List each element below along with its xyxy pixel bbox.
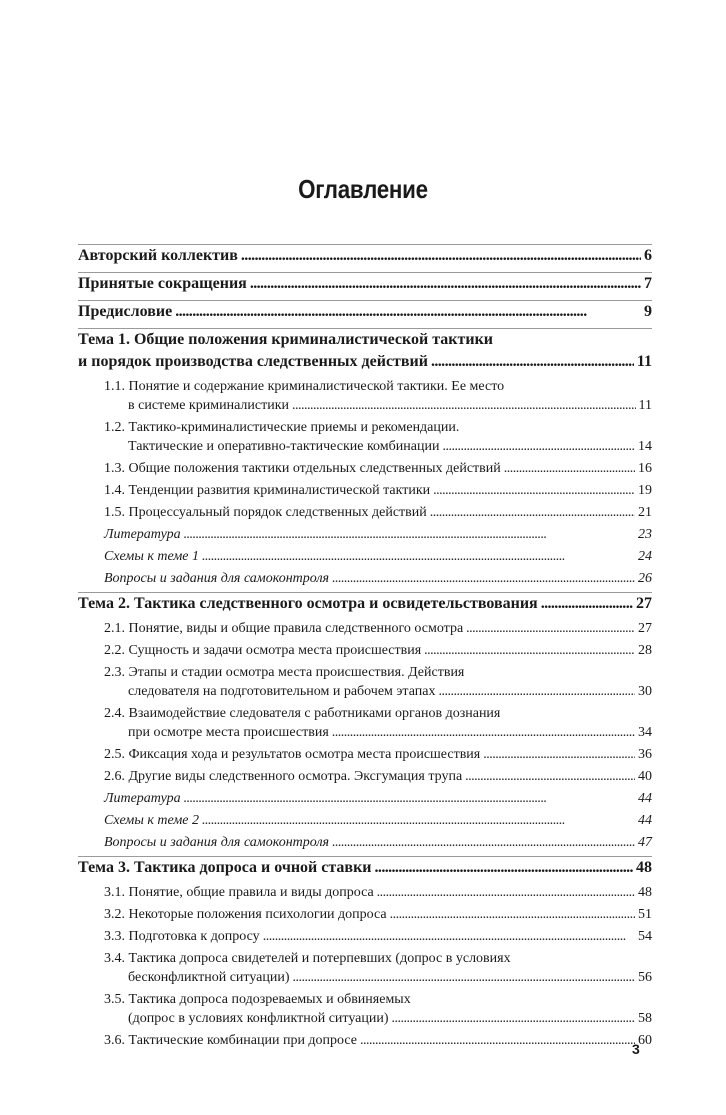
toc-entry-title: (допрос в условиях конфликтной ситуации): [128, 1011, 389, 1026]
dot-leader: [433, 483, 635, 499]
toc-subsection[interactable]: [78, 482, 652, 504]
toc-page-number: 48: [638, 885, 652, 900]
toc-entry-title: 1.5. Процессуальный порядок следственных действий: [104, 505, 427, 520]
dot-leader: [504, 461, 635, 477]
toc-page-number: 54: [638, 929, 652, 944]
dot-leader: [292, 398, 636, 414]
toc-entry-title: 3.1. Понятие, общие правила и виды допроса: [104, 885, 374, 900]
toc-subsection[interactable]: [78, 378, 652, 419]
toc-entry-title: 1.3. Общие положения тактики отдельных следственных действий: [104, 461, 501, 476]
toc-subsection[interactable]: [78, 884, 652, 906]
toc-subsection[interactable]: [78, 746, 652, 768]
dot-leader: [360, 1033, 635, 1049]
toc-section[interactable]: [78, 857, 652, 884]
dot-leader: [332, 571, 635, 587]
toc-entry-title: 3.6. Тактические комбинации при допросе: [104, 1033, 357, 1048]
toc-page-number: 47: [638, 835, 652, 850]
toc-subsection[interactable]: [78, 1032, 652, 1054]
dot-leader: [293, 970, 635, 986]
dot-leader: [431, 353, 634, 371]
toc-entry-title: Тактические и оперативно-тактические комбинации: [128, 439, 440, 454]
toc-page-number: 23: [638, 527, 652, 542]
toc-subsection[interactable]: [78, 790, 652, 812]
toc-entry-title: Вопросы и задания для самоконтроля: [104, 571, 330, 586]
toc-page-number: 7: [644, 275, 652, 292]
dot-leader: [332, 725, 635, 741]
toc-entry-title: Тема 1. Общие положения криминалистической тактики: [78, 331, 494, 348]
dot-leader: [483, 747, 635, 763]
dot-leader: [438, 684, 635, 700]
toc-entry-title: 2.3. Этапы и стадии осмотра места происшествия. Действия: [104, 665, 465, 680]
dot-leader: [184, 527, 635, 543]
toc-page-number: 11: [638, 398, 652, 413]
toc-subsection[interactable]: [78, 664, 652, 705]
toc-entry-title: в системе криминалистики: [128, 398, 290, 413]
dot-leader: [375, 859, 633, 877]
toc-subsection[interactable]: [78, 906, 652, 928]
toc-entry-title: Тема 2. Тактика следственного осмотра и освидетельствования: [78, 595, 538, 612]
toc-page-number: 9: [644, 303, 652, 320]
dot-leader: [466, 621, 635, 637]
dot-leader: [442, 439, 635, 455]
toc-entry-title: 2.4. Взаимодействие следователя с работниками органов дознания: [104, 706, 501, 721]
toc-section[interactable]: [78, 593, 652, 620]
toc-entry-title: Схемы к теме 2: [104, 813, 200, 828]
toc-page-number: 21: [638, 505, 652, 520]
toc-entry-title: и порядок производства следственных действий: [78, 353, 428, 370]
dot-leader: [430, 505, 635, 521]
dot-leader: [332, 835, 635, 851]
toc-entry-title: при осмотре места происшествия: [128, 725, 329, 740]
toc-entry-title: Авторский коллектив: [78, 247, 238, 264]
dot-leader: [541, 595, 633, 613]
toc-page-number: 27: [638, 621, 652, 636]
toc-entry-title: 2.5. Фиксация хода и результатов осмотра места происшествия: [104, 747, 481, 762]
toc-entry-title: Тема 3. Тактика допроса и очной ставки: [78, 859, 372, 876]
toc-page-number: 24: [638, 549, 652, 564]
toc-subsection[interactable]: [78, 460, 652, 482]
toc-subsection[interactable]: [78, 812, 652, 834]
toc-entry-title: Предисловие: [78, 303, 173, 320]
toc-page-number: 58: [638, 1011, 652, 1026]
toc-subsection[interactable]: [78, 526, 652, 548]
toc-subsection[interactable]: [78, 950, 652, 991]
toc-subsection[interactable]: [78, 419, 652, 460]
toc-page-number: 34: [638, 725, 652, 740]
toc-section[interactable]: [78, 245, 652, 272]
toc-entry-title: следователя на подготовительном и рабочем этапах: [128, 684, 436, 699]
dot-leader: [184, 791, 635, 807]
toc-entry-title: 2.2. Сущность и задачи осмотра места происшествия: [104, 643, 422, 658]
toc-entry-title: Вопросы и задания для самоконтроля: [104, 835, 330, 850]
toc-entry-title: 2.6. Другие виды следственного осмотра. Эксгумация трупа: [104, 769, 463, 784]
toc-page-number: 44: [638, 791, 652, 806]
toc-entry-title: 1.1. Понятие и содержание криминалистической тактики. Ее место: [104, 379, 505, 394]
toc-subsection[interactable]: [78, 504, 652, 526]
toc-page-number: 56: [638, 970, 652, 985]
dot-leader: [202, 813, 635, 829]
toc-page-number: 30: [638, 684, 652, 699]
toc-page-number: 60: [638, 1033, 652, 1048]
toc-page-number: 44: [638, 813, 652, 828]
dot-leader: [424, 643, 635, 659]
dot-leader: [392, 1011, 635, 1027]
dot-leader: [390, 907, 635, 923]
page-title: Оглавление: [298, 174, 428, 204]
toc-page-number: 51: [638, 907, 652, 922]
table-of-contents: [78, 244, 652, 1054]
toc-entry-title: Литература: [104, 527, 181, 542]
dot-leader: [250, 275, 641, 293]
toc-subsection[interactable]: [78, 705, 652, 746]
toc-subsection[interactable]: [78, 642, 652, 664]
page-number: 3: [632, 1041, 640, 1057]
toc-page-number: 27: [636, 595, 652, 612]
toc-page-number: 19: [638, 483, 652, 498]
toc-entry-title: 1.4. Тенденции развития криминалистической тактики: [104, 483, 431, 498]
toc-entry-title: 1.2. Тактико-криминалистические приемы и рекомендации.: [104, 420, 460, 435]
toc-section[interactable]: [78, 329, 652, 378]
dot-leader: [263, 929, 635, 945]
toc-page-number: 28: [638, 643, 652, 658]
toc-page-number: 14: [638, 439, 652, 454]
toc-subsection[interactable]: [78, 991, 652, 1032]
dot-leader: [241, 247, 641, 265]
toc-section[interactable]: [78, 273, 652, 300]
toc-entry-title: Литература: [104, 791, 181, 806]
toc-section[interactable]: [78, 301, 652, 328]
toc-page-number: 40: [638, 769, 652, 784]
toc-page-number: 6: [644, 247, 652, 264]
toc-entry-title: 3.2. Некоторые положения психологии допроса: [104, 907, 387, 922]
toc-page-number: 36: [638, 747, 652, 762]
toc-page-number: 16: [638, 461, 652, 476]
toc-entry-title: 2.1. Понятие, виды и общие правила следственного осмотра: [104, 621, 464, 636]
toc-page-number: 26: [638, 571, 652, 586]
toc-entry-title: Схемы к теме 1: [104, 549, 200, 564]
toc-entry-title: Принятые сокращения: [78, 275, 247, 292]
dot-leader: [175, 303, 641, 321]
dot-leader: [202, 549, 635, 565]
toc-subsection[interactable]: [78, 768, 652, 790]
toc-subsection[interactable]: [78, 834, 652, 856]
toc-subsection[interactable]: [78, 928, 652, 950]
toc-page-number: 48: [636, 859, 652, 876]
toc-entry-title: 3.3. Подготовка к допросу: [104, 929, 260, 944]
dot-leader: [465, 769, 635, 785]
toc-subsection[interactable]: [78, 570, 652, 592]
toc-entry-title: 3.5. Тактика допроса подозреваемых и обвиняемых: [104, 992, 411, 1007]
toc-entry-title: 3.4. Тактика допроса свидетелей и потерпевших (допрос в условиях: [104, 951, 511, 966]
toc-page-number: 11: [636, 353, 652, 370]
toc-subsection[interactable]: [78, 620, 652, 642]
toc-subsection[interactable]: [78, 548, 652, 570]
toc-entry-title: бесконфликтной ситуации): [128, 970, 290, 985]
dot-leader: [377, 885, 635, 901]
